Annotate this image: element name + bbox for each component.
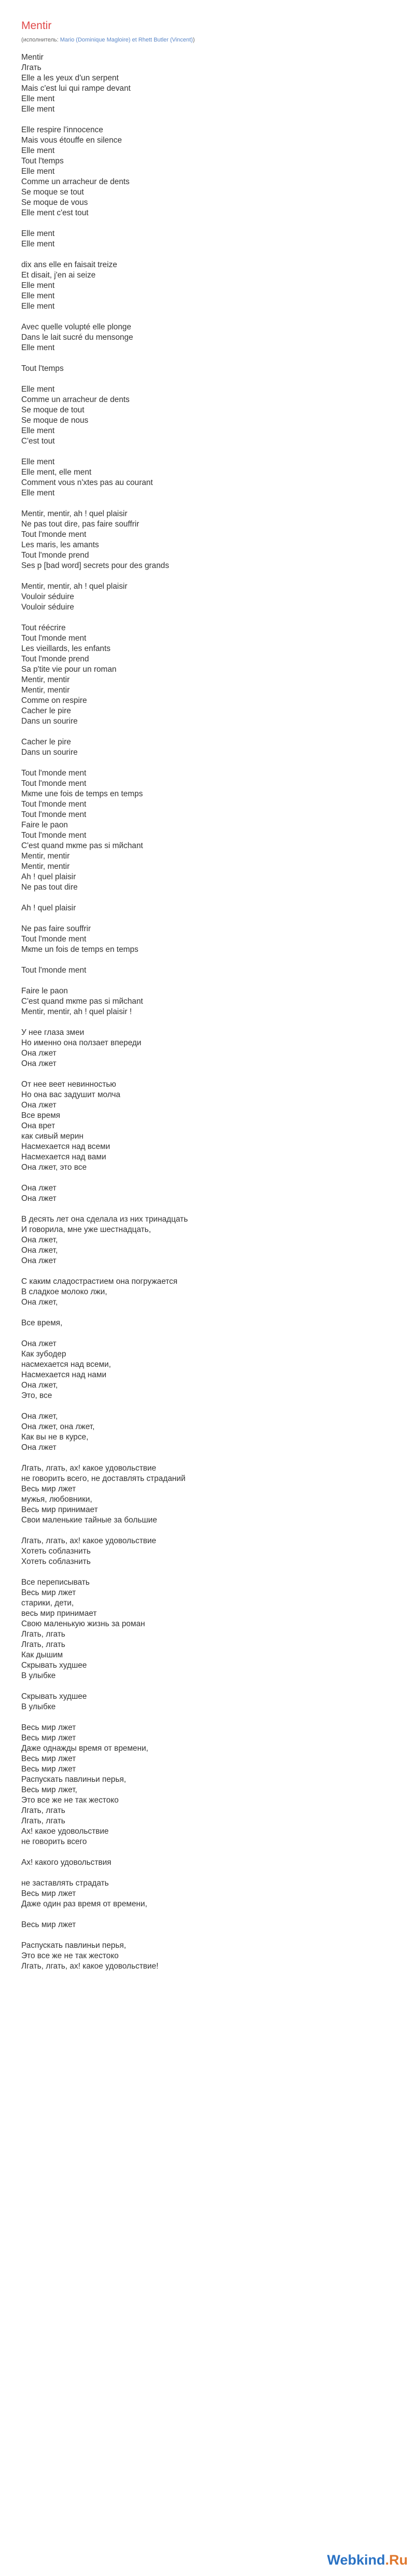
lyric-line: Весь мир лжет xyxy=(21,1920,76,1929)
lyric-blank-line xyxy=(21,613,395,623)
lyrics-body xyxy=(21,52,395,1972)
lyric-blank-line xyxy=(21,1930,395,1941)
lyric-line: C'est quand mкme pas si mйchant xyxy=(21,841,143,850)
song-title: Mentir xyxy=(21,20,52,32)
lyric-line: Elle ment xyxy=(21,146,55,155)
lyric-line: Даже один раз время от времени, xyxy=(21,1900,147,1908)
lyric-line: Comme un arracheur de dents xyxy=(21,177,130,186)
lyric-line: Mentir, mentir xyxy=(21,862,70,871)
lyric-line: Это, все xyxy=(21,1391,52,1400)
lyric-blank-line xyxy=(21,1308,395,1318)
lyric-line: Распускать павлиньи перья, xyxy=(21,1941,126,1950)
lyric-line: Elle ment xyxy=(21,426,55,435)
lyric-line: Она лжет, xyxy=(21,1298,58,1307)
lyric-line: Tout l'monde ment xyxy=(21,779,87,788)
lyric-line: Ses p [bad word] secrets pour des grands xyxy=(21,561,169,570)
lyric-line: Это все же не так жестоко xyxy=(21,1796,119,1805)
lyric-line: Cacher le pire xyxy=(21,707,71,715)
lyric-line: Насмехается над нами xyxy=(21,1370,107,1379)
lyric-blank-line xyxy=(21,1868,395,1878)
logo-main-text: Webkind xyxy=(327,2552,385,2568)
lyric-line: Tout l'monde ment xyxy=(21,634,87,643)
lyric-line: старики, дети, xyxy=(21,1599,74,1608)
lyric-blank-line xyxy=(21,1401,395,1411)
lyric-line: Лгать xyxy=(21,63,42,72)
lyric-line: Mais vous étouffe en silence xyxy=(21,136,122,145)
performer-prefix: (исполнитель: xyxy=(21,37,60,43)
lyric-line: Tout l'monde ment xyxy=(21,831,87,840)
lyric-blank-line xyxy=(21,1204,395,1214)
lyric-line: Весь мир лжет xyxy=(21,1765,76,1774)
lyric-blank-line xyxy=(21,955,395,965)
lyric-line: Se moque de nous xyxy=(21,416,89,425)
lyric-line: dix ans elle en faisait treize xyxy=(21,260,117,269)
lyric-line: Она лжет, xyxy=(21,1412,58,1421)
lyric-line: И говорила, мне уже шестнадцать, xyxy=(21,1225,151,1234)
lyric-line: Хотеть соблазнить xyxy=(21,1547,91,1556)
lyric-blank-line xyxy=(21,250,395,260)
lyric-line: Ne pas tout dire, pas faire souffrir xyxy=(21,520,140,529)
lyric-line: Mentir, mentir, ah ! quel plaisir ! xyxy=(21,1007,132,1016)
lyric-line: как сивый мерин xyxy=(21,1132,84,1141)
lyric-line: Elle ment c'est tout xyxy=(21,209,89,217)
lyric-line: C'est quand mкme pas si mйchant xyxy=(21,997,143,1006)
lyric-line: Tout l'monde ment xyxy=(21,810,87,819)
lyric-line: Faire le paon xyxy=(21,987,68,995)
lyric-line: Лгать, лгать, ах! какое удовольствие xyxy=(21,1536,157,1545)
lyric-line: Она лжет xyxy=(21,1049,57,1058)
lyric-line: Comme on respire xyxy=(21,696,87,705)
lyric-line: Она лжет xyxy=(21,1194,57,1203)
lyric-line: Она лжет xyxy=(21,1101,57,1110)
lyric-line: Она лжет, xyxy=(21,1246,58,1255)
lyric-line: Насмехается над вами xyxy=(21,1153,106,1161)
lyric-line: Весь мир лжет xyxy=(21,1588,76,1597)
lyric-blank-line xyxy=(21,1328,395,1339)
lyric-line: Это все же не так жестоко xyxy=(21,1951,119,1960)
lyric-line: не говорить всего, не доставлять страданий xyxy=(21,1474,186,1483)
logo-suffix-text: .Ru xyxy=(385,2552,408,2568)
lyric-line: Лгать, лгать xyxy=(21,1806,65,1815)
lyric-line: Se moque se tout xyxy=(21,188,84,197)
lyric-line: С каким сладострастием она погружается xyxy=(21,1277,178,1286)
lyric-line: Tout l'monde prend xyxy=(21,655,89,663)
lyric-blank-line xyxy=(21,893,395,903)
lyric-line: Comme un arracheur de dents xyxy=(21,395,130,404)
lyric-line: C'est tout xyxy=(21,437,55,446)
lyric-line: Mentir, mentir, ah ! quel plaisir xyxy=(21,509,128,518)
lyric-line: Она лжет, xyxy=(21,1236,58,1244)
lyric-line: Лгать, лгать xyxy=(21,1640,65,1649)
lyric-line: Mentir, mentir xyxy=(21,675,70,684)
lyric-line: Все время xyxy=(21,1111,61,1120)
lyric-line: Она лжет xyxy=(21,1059,57,1068)
lyric-line: Mentir, mentir xyxy=(21,852,70,861)
lyric-line: Она лжет xyxy=(21,1443,57,1452)
lyric-line: У нее глаза змеи xyxy=(21,1028,85,1037)
lyric-blank-line xyxy=(21,218,395,229)
lyric-blank-line xyxy=(21,727,395,737)
lyric-line: Весь мир лжет xyxy=(21,1889,76,1898)
lyric-blank-line xyxy=(21,1909,395,1920)
lyric-line: Tout l'monde ment xyxy=(21,966,87,975)
lyric-line: Она врет xyxy=(21,1121,56,1130)
lyric-line: Elle ment xyxy=(21,281,55,290)
lyric-line: Elle ment xyxy=(21,105,55,114)
lyric-line: Tout l'monde ment xyxy=(21,769,87,778)
lyric-line: От нее веет невинностью xyxy=(21,1080,116,1089)
lyric-line: Tout l'monde prend xyxy=(21,551,89,560)
lyric-line: Mкme une fois de temps en temps xyxy=(21,790,143,798)
lyric-line: Elle ment, elle ment xyxy=(21,468,92,477)
lyric-blank-line xyxy=(21,1526,395,1536)
lyric-blank-line xyxy=(21,312,395,322)
lyric-blank-line xyxy=(21,1847,395,1858)
lyric-line: Faire le paon xyxy=(21,821,68,829)
lyric-line: мужья, любовники, xyxy=(21,1495,92,1504)
lyric-line: Она лжет, это все xyxy=(21,1163,87,1172)
lyric-line: Ах! какого удовольствия xyxy=(21,1858,112,1867)
lyric-line: Tout l'monde ment xyxy=(21,935,87,944)
lyric-line: насмехается над всеми, xyxy=(21,1360,111,1369)
lyric-line: Elle ment xyxy=(21,94,55,103)
lyric-line: Se moque de vous xyxy=(21,198,88,207)
lyric-line: Распускать павлиньи перья, xyxy=(21,1775,126,1784)
lyric-line: Elle ment xyxy=(21,458,55,466)
lyric-line: Хотеть соблазнить xyxy=(21,1557,91,1566)
lyric-line: Весь мир лжет, xyxy=(21,1785,77,1794)
lyric-line: Elle ment xyxy=(21,385,55,394)
lyric-line: Весь мир лжет xyxy=(21,1485,76,1493)
lyric-line: Ne pas faire souffrir xyxy=(21,924,91,933)
lyric-line: Как зубодер xyxy=(21,1350,66,1359)
lyric-blank-line xyxy=(21,1681,395,1692)
lyric-line: Elle ment xyxy=(21,292,55,300)
lyric-line: Скрывать худшее xyxy=(21,1692,87,1701)
lyric-line: В улыбке xyxy=(21,1702,56,1711)
lyric-line: Tout l'monde ment xyxy=(21,530,87,539)
lyric-line: В десять лет она сделала из них тринадцать xyxy=(21,1215,188,1224)
lyric-line: Даже однажды время от времени, xyxy=(21,1744,148,1753)
lyric-blank-line xyxy=(21,1069,395,1079)
lyric-line: В улыбке xyxy=(21,1671,56,1680)
lyric-line: Она лжет xyxy=(21,1184,57,1193)
lyric-line: Mentir xyxy=(21,53,44,62)
lyric-blank-line xyxy=(21,374,395,384)
lyric-line: Она лжет, xyxy=(21,1381,58,1390)
lyric-line: Tout l'temps xyxy=(21,157,64,165)
lyric-line: Mais c'est lui qui rampe devant xyxy=(21,84,131,93)
lyric-line: Les vieillards, les enfants xyxy=(21,644,110,653)
lyric-line: Elle a les yeux d'un serpent xyxy=(21,74,119,82)
lyric-line: Весь мир принимает xyxy=(21,1505,98,1514)
lyric-line: Elle ment xyxy=(21,167,55,176)
lyric-line: Лгать, лгать xyxy=(21,1630,65,1639)
lyric-line: Mentir, mentir xyxy=(21,686,70,695)
lyric-line: Ah ! quel plaisir xyxy=(21,872,76,881)
lyric-line: Cacher le pire xyxy=(21,738,71,746)
lyric-blank-line xyxy=(21,447,395,457)
lyric-blank-line xyxy=(21,498,395,509)
lyric-line: Dans un sourire xyxy=(21,748,78,757)
lyric-line: Vouloir séduire xyxy=(21,603,74,612)
lyric-blank-line xyxy=(21,1567,395,1577)
lyric-line: Tout l'temps xyxy=(21,364,64,373)
lyric-line: Elle ment xyxy=(21,343,55,352)
lyric-line: Et disait, j'en ai seize xyxy=(21,271,96,280)
lyric-line: Весь мир лжет xyxy=(21,1734,76,1742)
lyric-blank-line xyxy=(21,1266,395,1277)
lyric-line: Ne pas tout dire xyxy=(21,883,78,892)
lyric-line: Лгать, лгать, ах! какое удовольствие! xyxy=(21,1962,159,1971)
lyric-blank-line xyxy=(21,758,395,768)
lyric-line: Лгать, лгать, ах! какое удовольствие xyxy=(21,1464,157,1473)
site-logo[interactable] xyxy=(327,2552,408,2568)
lyric-line: Elle ment xyxy=(21,302,55,311)
lyric-blank-line xyxy=(21,353,395,364)
lyric-line: Sa p'tite vie pour un roman xyxy=(21,665,117,674)
lyric-line: Лгать, лгать xyxy=(21,1817,65,1825)
lyric-line: Свою маленькую жизнь за роман xyxy=(21,1619,145,1628)
lyric-line: Как вы не в курсе, xyxy=(21,1433,89,1442)
lyric-line: Dans le lait sucré du mensonge xyxy=(21,333,133,342)
lyric-line: Elle ment xyxy=(21,240,55,248)
lyric-line: Насмехается над всеми xyxy=(21,1142,110,1151)
lyric-line: Она лжет xyxy=(21,1256,57,1265)
lyric-line: Весь мир лжет xyxy=(21,1723,76,1732)
lyric-line: Как дышим xyxy=(21,1651,63,1659)
lyric-blank-line xyxy=(21,976,395,986)
lyric-line: В сладкое молоко лжи, xyxy=(21,1287,107,1296)
lyric-blank-line xyxy=(21,115,395,125)
performer-credit xyxy=(21,36,195,44)
lyric-line: Она лжет xyxy=(21,1339,57,1348)
lyric-line: не заставлять страдать xyxy=(21,1879,109,1888)
lyric-blank-line xyxy=(21,913,395,924)
lyric-line: Avec quelle volupté elle plonge xyxy=(21,323,131,331)
lyric-line: Она лжет, она лжет, xyxy=(21,1422,95,1431)
performer-suffix: ) xyxy=(192,37,195,43)
lyric-line: Весь мир лжет xyxy=(21,1754,76,1763)
lyric-line: Mentir, mentir, ah ! quel plaisir xyxy=(21,582,128,591)
lyric-line: Les maris, les amants xyxy=(21,541,99,549)
lyric-line: Свои маленькие тайные за большие xyxy=(21,1516,157,1525)
lyric-line: Elle respire l'innocence xyxy=(21,126,103,134)
lyric-line: Mкme un fois de temps en temps xyxy=(21,945,139,954)
lyric-blank-line xyxy=(21,571,395,581)
lyric-line: Dans un sourire xyxy=(21,717,78,726)
lyric-line: Vouloir séduire xyxy=(21,592,74,601)
lyric-line: весь мир принимает xyxy=(21,1609,97,1618)
lyric-line: Tout l'monde ment xyxy=(21,800,87,809)
lyric-line: Все время, xyxy=(21,1319,63,1327)
lyric-blank-line xyxy=(21,1173,395,1183)
lyric-line: Скрывать худшее xyxy=(21,1661,87,1670)
artist-link[interactable]: Mario (Dominique Magloire) et Rhett Butler (Vincent) xyxy=(60,37,193,43)
lyric-line: Se moque de tout xyxy=(21,406,85,414)
lyric-line: Tout réécrire xyxy=(21,624,66,632)
lyric-line: Но она вас задушит молча xyxy=(21,1090,120,1099)
lyric-line: Все переписывать xyxy=(21,1578,90,1587)
lyric-line: Elle ment xyxy=(21,229,55,238)
lyric-line: Elle ment xyxy=(21,489,55,497)
lyric-line: Но именно она ползает впереди xyxy=(21,1038,142,1047)
lyric-line: Comment vous n'xtes pas au courant xyxy=(21,478,153,487)
lyric-blank-line xyxy=(21,1712,395,1723)
lyric-blank-line xyxy=(21,1453,395,1463)
lyric-blank-line xyxy=(21,1017,395,1028)
lyric-line: Ах! какое удовольствие xyxy=(21,1827,109,1836)
lyric-line: не говорить всего xyxy=(21,1837,87,1846)
lyric-line: Ah ! quel plaisir xyxy=(21,904,76,912)
